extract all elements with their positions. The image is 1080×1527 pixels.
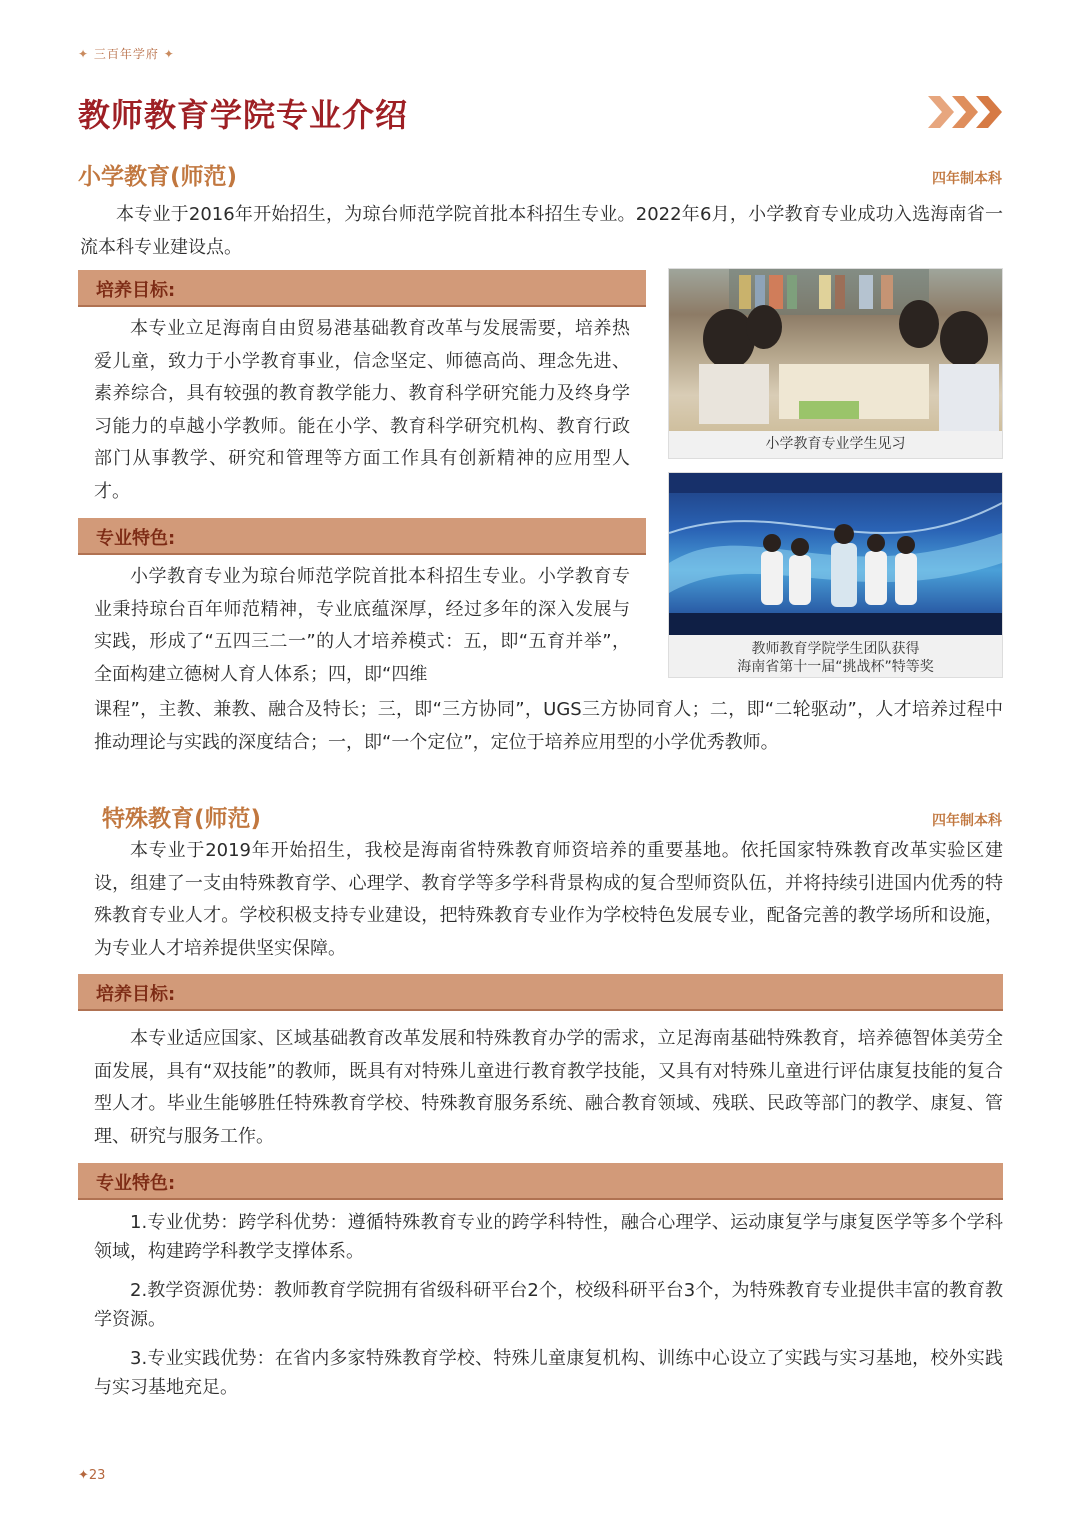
section2-feature-item-2: 2.教学资源优势：教师教育学院拥有省级科研平台2个，校级科研平台3个，为特殊教育专业提供丰富的教育教学资源。 bbox=[94, 1280, 1003, 1330]
section2-goal-band bbox=[78, 974, 1003, 1011]
page-title: 教师教育学院专业介绍 bbox=[78, 96, 409, 134]
header-tag-text: 三百年学府 bbox=[93, 47, 159, 61]
section1-title: 小学教育(师范) bbox=[78, 164, 238, 190]
photo-student-practice bbox=[668, 268, 1003, 459]
section1-goal-band bbox=[78, 270, 646, 307]
section1-degree: 四年制本科 bbox=[932, 171, 1002, 187]
photo1-caption: 小学教育专业学生见习 bbox=[765, 436, 906, 452]
page-number bbox=[78, 1468, 105, 1483]
classroom-photo bbox=[669, 269, 1002, 431]
band-label: 培养目标: bbox=[96, 984, 176, 1005]
section2-feature-band bbox=[78, 1163, 1003, 1200]
chevrons-right-icon bbox=[928, 96, 1004, 128]
section2-degree: 四年制本科 bbox=[932, 813, 1002, 829]
section2-goal-text: 本专业适应国家、区域基础教育改革发展和特殊教育办学的需求，立足海南基础特殊教育，培养德智体美劳全面发展，具有“双技能”的教师，既具有对特殊儿童进行教育教学技能，又具有对特殊儿童进行评估康复技能的复合型人才。毕业生能够胜任特殊教育学校、特殊教育服务系统、融合教育领域、残联、民政等部门的教学、康复、管理、研究与服务工作。 bbox=[94, 1028, 1003, 1147]
section1-goal-text: 本专业立足海南自由贸易港基础教育改革与发展需要，培养热爱儿童，致力于小学教育事业，信念坚定、师德高尚、理念先进、素养综合，具有较强的教育教学能力、教育科学研究能力及终身学习能力的卓越小学教师。能在小学、教育科学研究机构、教育行政部门从事教学、研究和管理等方面工作具有创新精神的应用型人才。 bbox=[94, 318, 630, 502]
star-icon: ✦ bbox=[78, 47, 90, 61]
section2-feature-item-3: 3.专业实践优势：在省内多家特殊教育学校、特殊儿童康复机构、训练中心设立了实践与实习基地，校外实践与实习基地充足。 bbox=[94, 1348, 1003, 1398]
award-stage-photo bbox=[669, 473, 1002, 635]
star-icon: ✦ bbox=[163, 47, 175, 61]
section2-title: 特殊教育(师范) bbox=[102, 806, 262, 832]
section1-intro: 本专业于2016年开始招生，为琼台师范学院首批本科招生专业。2022年6月，小学教育专业成功入选海南省一流本科专业建设点。 bbox=[80, 204, 1003, 258]
section1-feature-band bbox=[78, 518, 646, 555]
section1-feature-text: 小学教育专业为琼台师范学院首批本科招生专业。小学教育专业秉持琼台百年师范精神，专业底蕴深厚，经过多年的深入发展与实践，形成了“五四三二一”的人才培养模式：五，即“五育并举”，全面构建立德树人育人体系；四，即“四维 bbox=[94, 566, 630, 685]
photo-challenge-cup-award bbox=[668, 472, 1003, 678]
photo2-caption-line1: 教师教育学院学生团队获得 bbox=[751, 641, 920, 657]
band-label: 专业特色: bbox=[96, 528, 176, 549]
page-number-text: 23 bbox=[88, 1468, 106, 1483]
star-icon: ✦ bbox=[78, 1468, 89, 1483]
section2-feature-item-1: 1.专业优势：跨学科优势：遵循特殊教育专业的跨学科特性，融合心理学、运动康复学与康复医学等多个学科领域，构建跨学科教学支撑体系。 bbox=[94, 1212, 1003, 1262]
photo2-caption-line2: 海南省第十一届“挑战杯”特等奖 bbox=[737, 659, 934, 675]
section1-feature-text-cont: 课程”，主教、兼教、融合及特长；三，即“三方协同”，UGS三方协同育人；二，即“二轮驱动”，人才培养过程中推动理论与实践的深度结合；一，即“一个定位”，定位于培养应用型的小学优秀教师。 bbox=[94, 699, 1003, 753]
section2-intro: 本专业于2019年开始招生，我校是海南省特殊教育师资培养的重要基地。依托国家特殊教育改革实验区建设，组建了一支由特殊教育学、心理学、教育学等多学科背景构成的复合型师资队伍，并将持续引进国内优秀的特殊教育专业人才。学校积极支持专业建设，把特殊教育专业作为学校特色发展专业，配备完善的教学场所和设施，为专业人才培养提供坚实保障。 bbox=[94, 840, 1003, 959]
band-label: 专业特色: bbox=[96, 1173, 176, 1194]
band-label: 培养目标: bbox=[96, 280, 176, 301]
header-tag bbox=[78, 45, 175, 62]
